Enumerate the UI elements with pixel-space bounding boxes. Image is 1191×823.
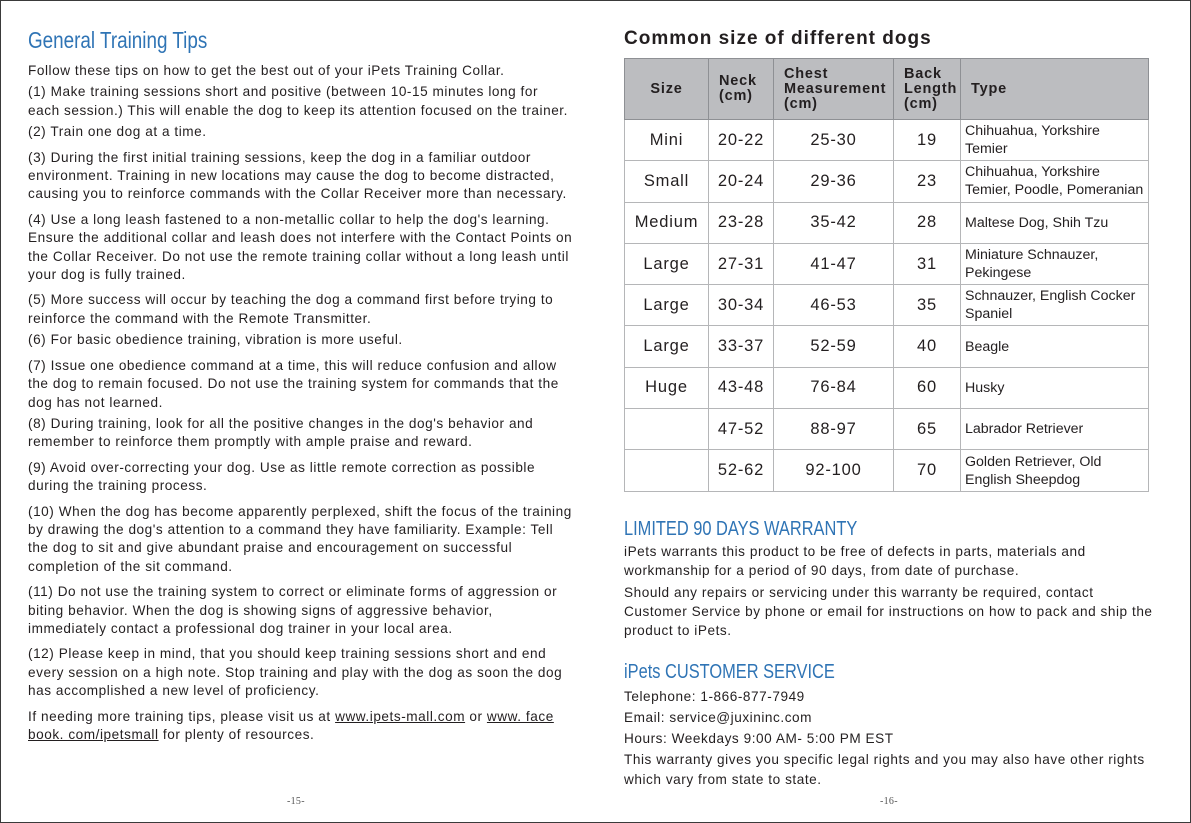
neck-cell: 33-37 (709, 326, 774, 367)
size-cell: Large (625, 243, 709, 284)
neck-cell: 52-62 (709, 450, 774, 491)
telephone-text: Telephone: 1-866-877-7949 (624, 688, 805, 704)
table-row (625, 409, 1149, 450)
table-row (625, 161, 1149, 202)
table-row (625, 367, 1149, 408)
training-tip: (5) More success will occur by teaching the dog a command first before trying to reinforce the command with the Remote Transmitter. (28, 292, 554, 326)
type-cell: Beagle (961, 326, 1149, 367)
back-length-cell: 28 (894, 202, 961, 243)
back-length-cell: 31 (894, 243, 961, 284)
neck-cell: 43-48 (709, 367, 774, 408)
hours-text: Hours: Weekdays 9:00 AM- 5:00 PM EST (624, 731, 894, 747)
warranty-text-2: Should any repairs or servicing under this warranty be required, contact Customer Service by phone or email for instructions on how to pack and ship the product to iPets. (624, 585, 1153, 639)
size-cell (625, 409, 709, 450)
facebook-link[interactable]: www. face book. com/ipetsmall (28, 708, 554, 742)
header-neck: Neck (cm) (709, 59, 774, 120)
type-cell: Miniature Schnauzer, Pekingese (961, 243, 1149, 284)
size-cell: Mini (625, 120, 709, 161)
size-cell: Large (625, 285, 709, 326)
closing-prefix: If needing more training tips, please visit us at (28, 708, 336, 724)
size-cell (625, 450, 709, 491)
table-row (625, 450, 1149, 491)
closing-text (28, 708, 573, 745)
back-length-cell: 35 (894, 285, 961, 326)
training-tip: (2) Train one dog at a time. (28, 124, 207, 140)
type-cell: Husky (961, 367, 1149, 408)
left-page (28, 26, 573, 751)
neck-cell: 23-28 (709, 202, 774, 243)
back-length-cell: 23 (894, 161, 961, 202)
dog-size-table-title: Common size of different dogs (624, 28, 932, 49)
type-cell: Maltese Dog, Shih Tzu (961, 202, 1149, 243)
closing-suffix: for plenty of resources. (158, 727, 315, 742)
training-tip: (9) Avoid over-correcting your dog. Use as little remote correction as possible during the training process. (28, 459, 536, 494)
table-row (625, 120, 1149, 161)
chest-cell: 35-42 (774, 202, 894, 243)
chest-cell: 41-47 (774, 243, 894, 284)
size-cell: Small (625, 161, 709, 202)
warranty-text-1: iPets warrants this product to be free of defects in parts, materials and workmanship for a period of 90 days, from date of purchase. (624, 543, 1086, 578)
chest-cell: 76-84 (774, 367, 894, 408)
back-length-cell: 40 (894, 326, 961, 367)
chest-cell: 88-97 (774, 409, 894, 450)
training-tip: (4) Use a long leash fastened to a non-metallic collar to help the dog's learning. Ensure the additional collar and leash does not interfere with the Contact Points on the Collar Receiver. Do not use the remote training collar without a long leash until your dog is fully trained. (28, 211, 573, 283)
back-length-cell: 60 (894, 367, 961, 408)
neck-cell: 20-22 (709, 120, 774, 161)
training-tip: (8) During training, look for all the positive changes in the dog's behavior and remember to reinforce them promptly with ample praise and reward. (28, 415, 534, 450)
neck-cell: 30-34 (709, 285, 774, 326)
table-row (625, 285, 1149, 326)
header-back-length: Back Length (cm) (894, 59, 961, 120)
training-tip: (10) When the dog has become apparently perplexed, shift the focus of the training by drawing the dog's attention to a command they have familiarity. Example: Tell the dog to sit and give abundant praise and encouragement on successful completion of the sit command. (28, 503, 572, 574)
type-cell: Chihuahua, Yorkshire Temier, Poodle, Pomeranian (961, 161, 1149, 202)
table-row (625, 243, 1149, 284)
email-text: Email: service@juxininc.com (624, 709, 813, 725)
training-tip: (3) During the first initial training sessions, keep the dog in a familiar outdoor environment. Training in new locations may cause the dog to become distracted, causing you to reinforce commands with the Collar Receiver more than necessary. (28, 149, 567, 202)
neck-cell: 20-24 (709, 161, 774, 202)
chest-cell: 52-59 (774, 326, 894, 367)
type-cell: Golden Retriever, Old English Sheepdog (961, 450, 1149, 491)
page-number-right: -16- (880, 796, 898, 807)
table-header-row (625, 59, 1149, 120)
header-size: Size (625, 59, 709, 120)
intro-text: Follow these tips on how to get the best out of your iPets Training Collar. (28, 63, 505, 78)
type-cell: Schnauzer, English Cocker Spaniel (961, 285, 1149, 326)
header-type: Type (961, 59, 1149, 120)
neck-cell: 47-52 (709, 409, 774, 450)
training-tip: (11) Do not use the training system to correct or eliminate forms of aggression or biting behavior. When the dog is showing signs of aggressive behavior, immediately contact a professional dog trainer in your local area. (28, 584, 558, 636)
back-length-cell: 19 (894, 120, 961, 161)
tips-list (28, 83, 573, 700)
dog-size-table (624, 58, 1149, 492)
ipets-mall-link[interactable]: www.ipets-mall.com (335, 708, 466, 724)
size-cell: Huge (625, 367, 709, 408)
general-training-tips-heading: General Training Tips (28, 27, 208, 53)
closing-or: or (465, 708, 487, 724)
training-tip: (7) Issue one obedience command at a time, this will reduce confusion and allow the dog to remain focused. Do not use the training system for commands that the dog has not learned. (28, 357, 559, 410)
neck-cell: 27-31 (709, 243, 774, 284)
type-cell: Chihuahua, Yorkshire Temier (961, 120, 1149, 161)
warranty-heading: LIMITED 90 DAYS WARRANTY (624, 517, 858, 540)
page-number-left: -15- (287, 796, 305, 807)
table-row (625, 202, 1149, 243)
type-cell: Labrador Retriever (961, 409, 1149, 450)
back-length-cell: 70 (894, 450, 961, 491)
customer-service-heading: iPets CUSTOMER SERVICE (624, 660, 835, 683)
right-page (624, 26, 1156, 793)
table-row (625, 326, 1149, 367)
chest-cell: 92-100 (774, 450, 894, 491)
training-tip: (12) Please keep in mind, that you should keep training sessions short and end every session on a high note. Stop training and play with the dog as soon the dog has accomplished a new level of proficiency. (28, 646, 563, 699)
training-tip: (6) For basic obedience training, vibration is more useful. (28, 332, 403, 348)
chest-cell: 29-36 (774, 161, 894, 202)
chest-cell: 46-53 (774, 285, 894, 326)
back-length-cell: 65 (894, 409, 961, 450)
training-tip: (1) Make training sessions short and positive (between 10-15 minutes long for each session.) This will enable the dog to keep its attention focused on the trainer. (28, 84, 568, 118)
chest-cell: 25-30 (774, 120, 894, 161)
header-chest: Chest Measurement (cm) (774, 59, 894, 120)
legal-rights-text: This warranty gives you specific legal rights and you may also have other rights which vary from state to state. (624, 752, 1145, 787)
size-cell: Large (625, 326, 709, 367)
size-cell: Medium (625, 202, 709, 243)
